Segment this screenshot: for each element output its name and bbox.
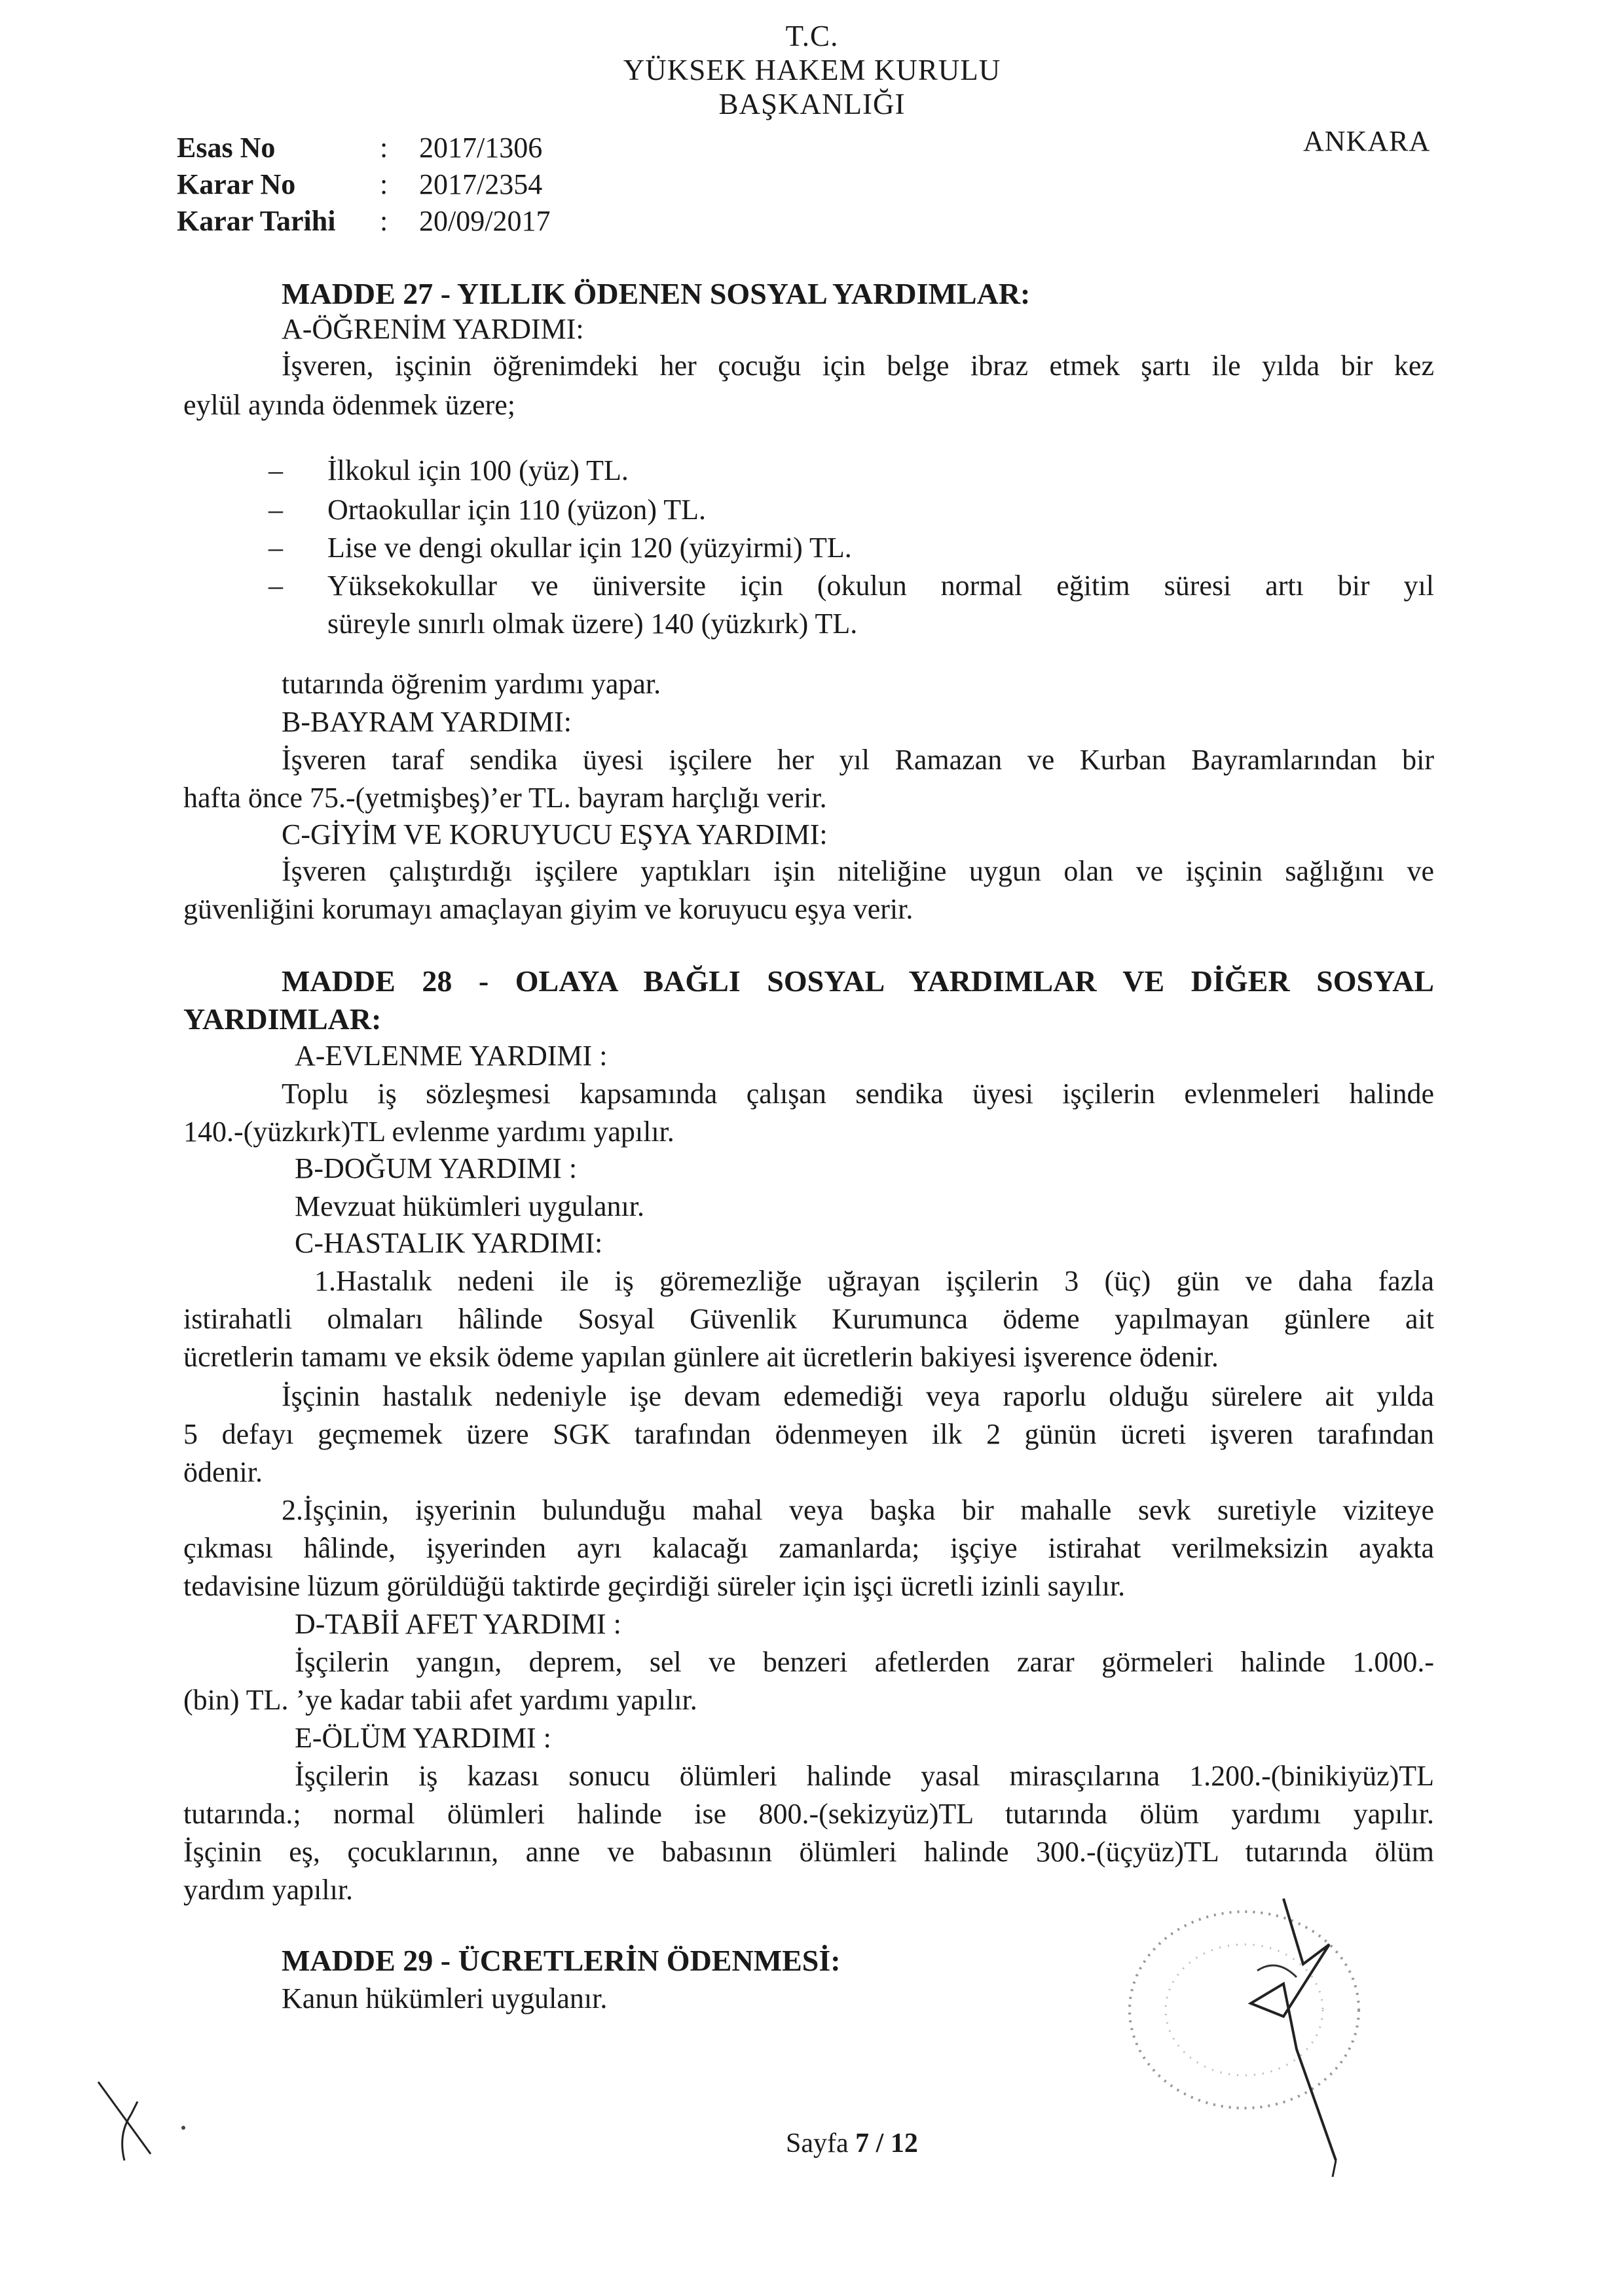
header-institution: YÜKSEK HAKEM KURULU — [623, 54, 1001, 86]
official-stamp-signature — [1087, 1886, 1454, 2187]
madde-28-c-title: C-HASTALIK YARDIMI: — [295, 1227, 603, 1259]
header-city: ANKARA — [1303, 125, 1431, 157]
initials-signature — [79, 2075, 210, 2174]
page-current: 7 — [855, 2128, 870, 2159]
meta-sep: : — [380, 205, 388, 237]
madde-28-e-text: İşçilerin iş kazası sonucu ölümleri halinde yasal mirasçılarına 1.200.-(binikiyüz)TL — [295, 1760, 1434, 1792]
madde-28-e-title: E-ÖLÜM YARDIMI : — [295, 1722, 551, 1754]
madde-29-title: MADDE 29 - ÜCRETLERİN ÖDENMESİ: — [282, 1944, 841, 1977]
madde-27-a-text: İşveren, işçinin öğrenimdeki her çocuğu için belge ibraz etmek şartı ile yılda bir kez — [282, 350, 1434, 382]
meta-value: 2017/1306 — [419, 132, 543, 164]
header-tc: T.C. — [785, 20, 839, 52]
header-office: BAŞKANLIĞI — [718, 88, 906, 120]
madde-27-a-end: tutarında öğrenim yardımı yapar. — [282, 668, 661, 700]
page-number — [786, 2128, 918, 2159]
madde-27-c-text: İşveren çalıştırdığı işçilere yaptıkları işin niteliğine uygun olan ve işçinin sağlığını ve — [282, 855, 1434, 887]
madde-27-c-title: C-GİYİM VE KORUYUCU EŞYA YARDIMI: — [282, 818, 828, 850]
list-item-text: Ortaokullar için 110 (yüzon) TL. — [327, 494, 706, 526]
madde-27-b-title: B-BAYRAM YARDIMI: — [282, 706, 572, 738]
page-sep: / — [876, 2128, 884, 2159]
madde-28-title: MADDE 28 - OLAYA BAĞLI SOSYAL YARDIMLAR VE DİĞER SOSYAL — [282, 964, 1434, 998]
list-item: – Lise ve dengi okullar için 120 (yüzyirmi) TL. — [268, 532, 852, 564]
page-label: Sayfa — [786, 2128, 849, 2159]
madde-28-c-text: tedavisine lüzum görüldüğü taktirde geçirdiği süreler için işçi ücretli izinli sayılır. — [183, 1570, 1126, 1602]
madde-28-e-text: İşçinin eş, çocuklarının, anne ve babasının ölümleri halinde 300.-(üçyüz)TL tutarında ölüm — [183, 1836, 1434, 1868]
list-item-text: İlkokul için 100 (yüz) TL. — [327, 454, 629, 486]
meta-label: Esas No — [177, 132, 276, 164]
madde-27-b-text: hafta önce 75.-(yetmişbeş)’er TL. bayram harçlığı verir. — [183, 782, 827, 814]
madde-27-a-title: A-ÖĞRENİM YARDIMI: — [282, 313, 584, 345]
madde-28-b-text: Mevzuat hükümleri uygulanır. — [295, 1190, 644, 1222]
madde-28-e-text: yardım yapılır. — [183, 1874, 354, 1906]
meta-sep: : — [380, 132, 388, 164]
madde-28-c-text: ödenir. — [183, 1456, 263, 1488]
list-item-continuation: süreyle sınırlı olmak üzere) 140 (yüzkırk) TL. — [327, 608, 858, 640]
meta-sep: : — [380, 168, 388, 200]
madde-28-c-text: 5 defayı geçmemek üzere SGK tarafından ödenmeyen ilk 2 günün ücreti işveren tarafından — [183, 1418, 1434, 1450]
madde-28-a-text: Toplu iş sözleşmesi kapsamında çalışan sendika üyesi işçilerin evlenmeleri halinde — [282, 1078, 1434, 1110]
meta-label: Karar No — [177, 168, 296, 200]
meta-karar-tarihi — [177, 203, 550, 240]
meta-value: 20/09/2017 — [419, 205, 551, 237]
madde-28-title-cont: YARDIMLAR: — [183, 1002, 382, 1036]
madde-28-c-text: 2.İşçinin, işyerinin bulunduğu mahal veya başka bir mahalle sevk suretiyle viziteye — [282, 1494, 1434, 1526]
madde-28-e-text: tutarında.; normal ölümleri halinde ise 800.-(sekizyüz)TL tutarında ölüm yardımı yapılır. — [183, 1798, 1434, 1830]
list-item: – Ortaokullar için 110 (yüzon) TL. — [268, 494, 706, 526]
meta-esas-no — [177, 130, 542, 166]
madde-27-a-text: eylül ayında ödenmek üzere; — [183, 389, 516, 421]
madde-28-b-title: B-DOĞUM YARDIMI : — [295, 1152, 578, 1184]
madde-28-d-text: (bin) TL. ’ye kadar tabii afet yardımı yapılır. — [183, 1684, 697, 1716]
madde-28-c-text: çıkması hâlinde, işyerinden ayrı kalacağı zamanlarda; işçiye istirahat verilmeksizin ayakta — [183, 1532, 1434, 1564]
madde-29-text: Kanun hükümleri uygulanır. — [282, 1982, 608, 2014]
list-item: – Yüksekokullar ve üniversite için (okulun normal eğitim süresi artı bir yıl — [268, 570, 1434, 602]
madde-28-c-text: istirahatli olmaları hâlinde Sosyal Güvenlik Kurumunca ödeme yapılmayan günlere ait — [183, 1303, 1434, 1335]
madde-28-c-text: ücretlerin tamamı ve eksik ödeme yapılan günlere ait ücretlerin bakiyesi işverence ödenir. — [183, 1341, 1219, 1373]
list-item: – İlkokul için 100 (yüz) TL. — [268, 454, 629, 486]
meta-karar-no — [177, 166, 542, 203]
madde-27-c-text: güvenliğini korumayı amaçlayan giyim ve koruyucu eşya verir. — [183, 893, 913, 925]
madde-28-a-title: A-EVLENME YARDIMI : — [295, 1040, 608, 1072]
madde-28-a-text: 140.-(yüzkırk)TL evlenme yardımı yapılır. — [183, 1116, 674, 1148]
madde-28-c-text: 1.Hastalık nedeni ile iş göremezliğe uğrayan işçilerin 3 (üç) gün ve daha fazla — [314, 1265, 1434, 1297]
meta-value: 2017/2354 — [419, 168, 543, 200]
list-item-text: Yüksekokullar ve üniversite için (okulun normal eğitim süresi artı bir yıl — [327, 570, 1434, 602]
madde-28-d-text: İşçilerin yangın, deprem, sel ve benzeri afetlerden zarar görmeleri halinde 1.000.- — [295, 1646, 1434, 1678]
list-item-text: Lise ve dengi okullar için 120 (yüzyirmi) TL. — [327, 532, 852, 564]
madde-27-b-text: İşveren taraf sendika üyesi işçilere her yıl Ramazan ve Kurban Bayramlarından bir — [282, 744, 1434, 776]
page-total: 12 — [890, 2128, 918, 2159]
meta-label: Karar Tarihi — [177, 205, 336, 237]
madde-27-title: MADDE 27 - YILLIK ÖDENEN SOSYAL YARDIMLAR: — [282, 277, 1031, 310]
madde-28-c-text: İşçinin hastalık nedeniyle işe devam edemediği veya raporlu olduğu sürelere ait yılda — [282, 1380, 1434, 1412]
madde-28-d-title: D-TABİİ AFET YARDIMI : — [295, 1608, 621, 1640]
